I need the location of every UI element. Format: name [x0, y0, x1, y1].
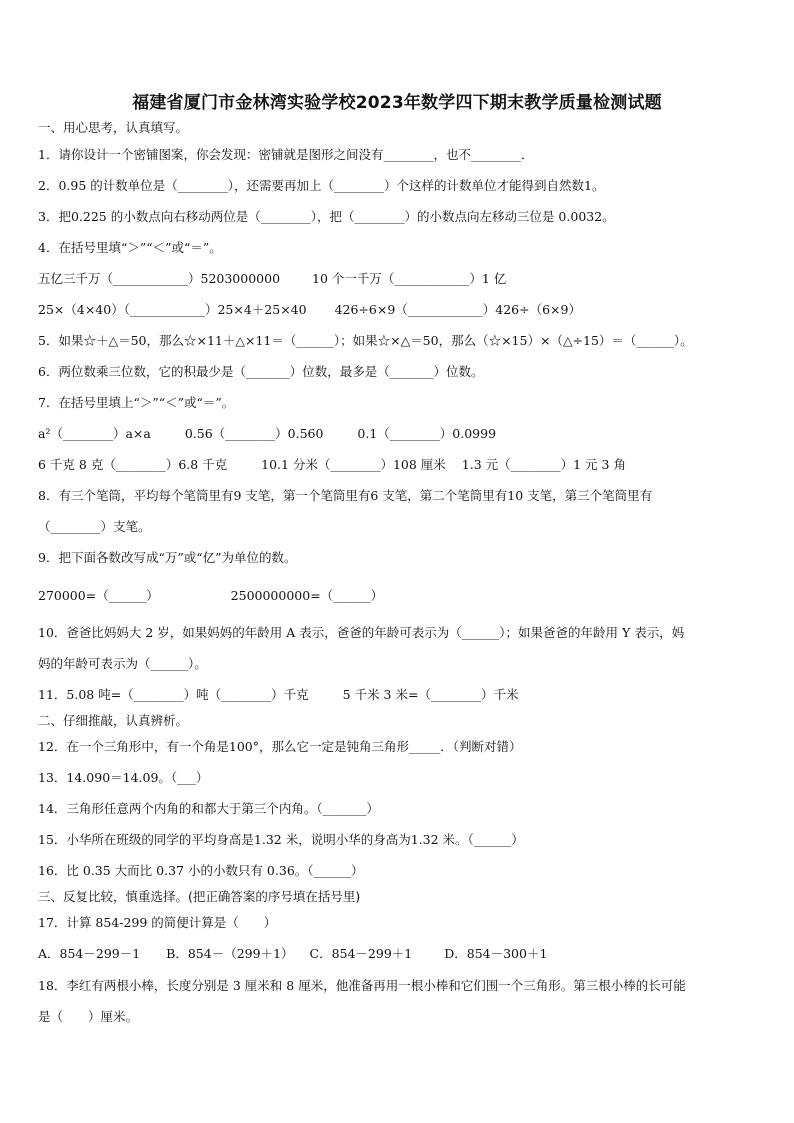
- question-17: 17．计算 854-299 的简便计算是（ ）: [38, 915, 277, 930]
- question-11-item: 5 千米 3 米=（________）千米: [342, 687, 519, 702]
- question-7-row-1: [38, 426, 758, 442]
- option-b: B．854－（299＋1）: [166, 946, 294, 961]
- question-1: 1．请你设计一个密铺图案，你会发现：密铺就是图形之间没有________，也不________．: [38, 147, 534, 162]
- question-7-item: 1.3 元（________）1 元 3 角: [461, 457, 626, 472]
- question-7: 7．在括号里填上“＞”“＜”或“＝”。: [38, 395, 235, 410]
- question-9-item: 2500000000=（______）: [230, 588, 384, 603]
- question-5: 5．如果☆＋△＝50，那么☆×11＋△×11＝（______）；如果☆×△＝50，那么（☆×15）×（△÷15）＝（______）。: [38, 333, 693, 348]
- question-4: 4．在括号里填“＞”“＜”或“＝”。: [38, 240, 222, 255]
- question-9-item: 270000=（______）: [38, 588, 159, 603]
- question-9: 9．把下面各数改写成“万”或“亿”为单位的数。: [38, 550, 297, 565]
- question-12: 12．在一个三角形中，有一个角是100°，那么它一定是钝角三角形_____．（判断对错）: [38, 739, 522, 754]
- option-c: C．854－299＋1: [309, 946, 413, 961]
- question-4-item: 五亿三千万（____________）5203000000: [38, 271, 281, 286]
- section-heading-2: 二、仔细推敲，认真辨析。: [38, 713, 189, 728]
- option-a: A．854－299－1: [38, 946, 141, 961]
- question-7-item: 6 千克 8 克（________）6.8 千克: [38, 457, 228, 472]
- question-4-item: 426÷6×9（____________）426÷（6×9）: [334, 302, 581, 317]
- question-11: [38, 687, 758, 703]
- question-4-row-2: [38, 302, 758, 318]
- question-15: 15．小华所在班级的同学的平均身高是1.32 米，说明小华的身高为1.32 米。（______）: [38, 832, 524, 847]
- question-3: 3．把0.225 的小数点向右移动两位是（________），把（________）的小数点向左移动三位是 0.0032。: [38, 209, 615, 224]
- question-17-options: [38, 946, 758, 962]
- question-7-item: 0.56（________）0.560: [184, 426, 324, 441]
- question-7-row-2: [38, 457, 758, 473]
- question-11-item: 11．5.08 吨=（________）吨（________）千克: [38, 687, 309, 702]
- question-8: 8．有三个笔筒，平均每个笔筒里有9 支笔，第一个笔筒里有6 支笔，第二个笔筒里有10 支笔，第三个笔筒里有: [38, 488, 653, 503]
- question-9-row: [38, 588, 758, 604]
- question-4-item: 10 个一千万（____________）1 亿: [312, 271, 507, 286]
- question-8-continued: （________）支笔。: [38, 519, 151, 534]
- question-16: 16．比 0.35 大而比 0.37 小的小数只有 0.36。（______）: [38, 863, 364, 878]
- question-7-item: 0.1（________）0.0999: [357, 426, 497, 441]
- question-10: 10．爸爸比妈妈大 2 岁，如果妈妈的年龄用 A 表示，爸爸的年龄可表示为（______）；如果爸爸的年龄用 Y 表示，妈: [38, 625, 685, 640]
- question-4-item: 25×（4×40）（____________）25×4＋25×40: [38, 302, 307, 317]
- question-2: 2．0.95 的计数单位是（________），还需要再加上（________）个这样的计数单位才能得到自然数1。: [38, 178, 605, 193]
- question-4-row-1: [38, 271, 758, 287]
- question-18: 18．李红有两根小棒，长度分别是 3 厘米和 8 厘米，他准备再用一根小棒和它们围一个三角形。第三根小棒的长可能: [38, 978, 686, 993]
- question-7-item: 10.1 分米（________）108 厘米: [261, 457, 446, 472]
- question-10-continued: 妈的年龄可表示为（______）。: [38, 656, 207, 671]
- question-7-item: a²（________）a×a: [38, 426, 151, 441]
- page-title: 福建省厦门市金林湾实验学校2023年数学四下期末教学质量检测试题: [132, 93, 662, 113]
- section-heading-3: 三、反复比较，慎重选择。(把正确答案的序号填在括号里): [38, 889, 361, 904]
- option-d: D．854－300＋1: [444, 946, 548, 961]
- question-14: 14．三角形任意两个内角的和都大于第三个内角。（_______）: [38, 801, 379, 816]
- question-18-continued: 是（ ）厘米。: [38, 1009, 139, 1024]
- section-heading-1: 一、用心思考，认真填写。: [38, 120, 189, 135]
- question-13: 13．14.090＝14.09。（___）: [38, 770, 209, 785]
- question-6: 6．两位数乘三位数，它的积最少是（_______）位数，最多是（_______）位数。: [38, 364, 484, 379]
